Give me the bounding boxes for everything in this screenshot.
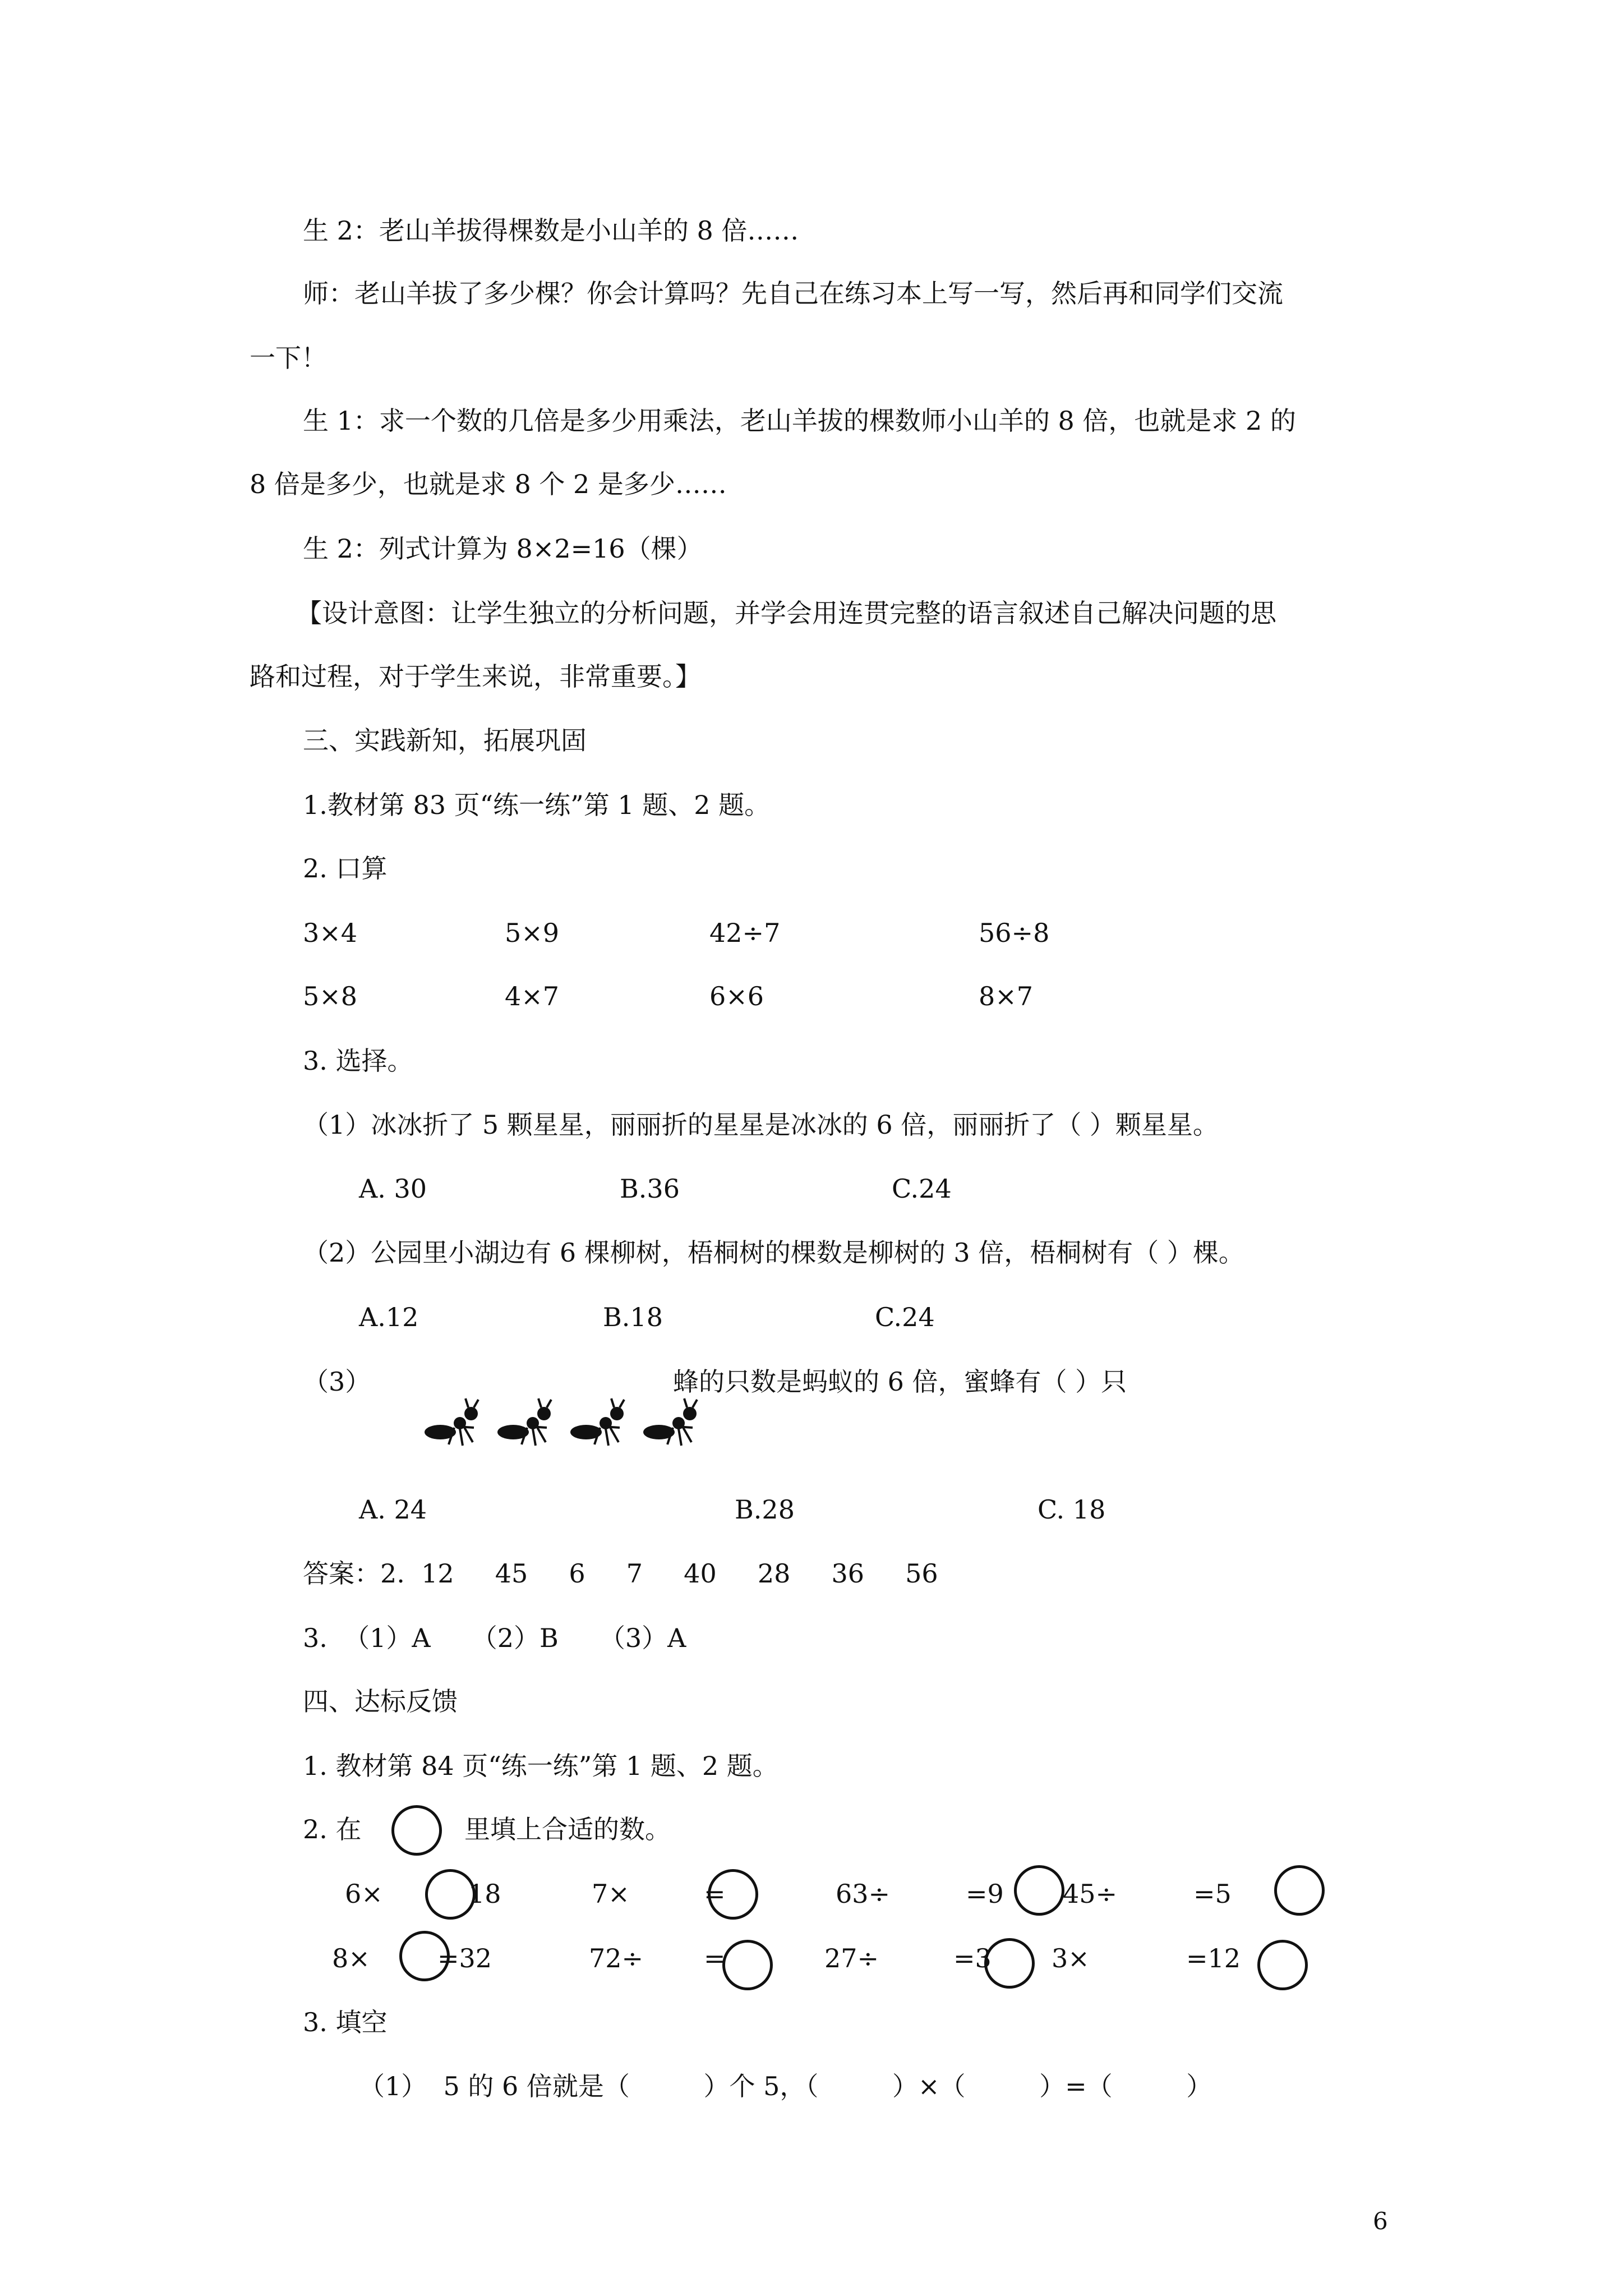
fill-r2-3a: 27÷ xyxy=(824,1943,879,1973)
page-number: 6 xyxy=(1373,2207,1388,2235)
fill-r2-4a: 3× xyxy=(1052,1943,1090,1973)
section-4-item-2-suffix: 里填上合适的数。 xyxy=(464,1814,671,1844)
section-4-item-2-prefix: 2. 在 xyxy=(303,1814,362,1844)
fill-r2-1a: 8× xyxy=(332,1943,370,1973)
section-4-item-1: 1. 教材第 84 页“练一练”第 1 题、2 题。 xyxy=(303,1751,778,1781)
section-3-heading: 三、实践新知，拓展巩固 xyxy=(303,725,587,756)
oral-math-r2c3: 6×6 xyxy=(709,981,764,1011)
fill-r1-4a: 45÷ xyxy=(1063,1879,1118,1909)
oral-math-r1c1: 3×4 xyxy=(303,918,358,948)
answers-line-2: 3. （1）A （2）B （3）A xyxy=(303,1623,686,1653)
choice-q2-option-a: A.12 xyxy=(359,1302,419,1332)
oral-math-r2c1: 5×8 xyxy=(303,981,358,1011)
fill-circle-r2-2[interactable] xyxy=(722,1940,773,1990)
fill-r1-2b: = xyxy=(704,1879,726,1909)
text-line-6: 生 2：列式计算为 8×2=16（棵） xyxy=(303,533,703,564)
text-line-3: 一下！ xyxy=(250,343,327,373)
fill-r1-1a: 6× xyxy=(345,1879,383,1909)
fill-circle-r1-4[interactable] xyxy=(1274,1865,1325,1916)
choice-q1-option-b: B.36 xyxy=(620,1174,680,1204)
ant-icon xyxy=(425,1398,478,1446)
oral-math-r1c4: 56÷8 xyxy=(979,918,1050,948)
answer-circle-example xyxy=(391,1805,442,1856)
ant-icon xyxy=(497,1398,551,1446)
design-intent-line-2: 路和过程，对于学生来说，非常重要。】 xyxy=(250,661,701,692)
text-line-4: 生 1：求一个数的几倍是多少用乘法，老山羊拔的棵数师小山羊的 8 倍，也就是求 2 的 xyxy=(303,406,1296,436)
choice-q2-option-c: C.24 xyxy=(875,1302,935,1332)
fill-r1-1b: 18 xyxy=(468,1879,501,1909)
fill-circle-r2-4[interactable] xyxy=(1257,1940,1308,1990)
choice-q1-option-a: A. 30 xyxy=(359,1174,427,1204)
oral-math-r2c4: 8×7 xyxy=(979,981,1034,1011)
fill-r2-1b: =32 xyxy=(437,1943,492,1973)
answers-line-1: 答案：2. 12 45 6 7 40 28 36 56 xyxy=(303,1558,938,1589)
fill-r1-3a: 63÷ xyxy=(836,1879,891,1909)
oral-math-r2c2: 4×7 xyxy=(505,981,560,1011)
ant-icon xyxy=(570,1398,624,1446)
section-4-item-3: 3. 填空 xyxy=(303,2007,388,2037)
fill-r1-3b: =9 xyxy=(966,1879,1004,1909)
choice-q2-option-b: B.18 xyxy=(603,1302,663,1332)
section-3-item-1: 1.教材第 83 页“练一练”第 1 题、2 题。 xyxy=(303,790,771,820)
section-4-heading: 四、达标反馈 xyxy=(303,1686,458,1717)
choice-q3-prefix: （3） xyxy=(303,1366,371,1397)
fill-circle-r2-3[interactable] xyxy=(984,1938,1035,1989)
choice-q1: （1）冰冰折了 5 颗星星，丽丽折的星星是冰冰的 6 倍，丽丽折了（ ）颗星星。 xyxy=(303,1110,1219,1140)
choice-q3-option-a: A. 24 xyxy=(359,1494,427,1525)
choice-q3-text: 蜂的只数是蚂蚁的 6 倍，蜜蜂有（ ）只 xyxy=(673,1366,1127,1397)
fill-circle-r1-2[interactable] xyxy=(708,1869,758,1920)
text-line-2: 师：老山羊拔了多少棵？你会计算吗？先自己在练习本上写一写，然后再和同学们交流 xyxy=(303,278,1283,309)
text-line-1: 生 2：老山羊拔得棵数是小山羊的 8 倍…… xyxy=(303,215,799,246)
section-3-item-2: 2. 口算 xyxy=(303,853,388,884)
design-intent-line-1: 【设计意图：让学生独立的分析问题，并学会用连贯完整的语言叙述自己解决问题的思 xyxy=(296,598,1276,628)
fill-circle-r1-3[interactable] xyxy=(1014,1865,1064,1916)
oral-math-r1c3: 42÷7 xyxy=(709,918,781,948)
oral-math-r1c2: 5×9 xyxy=(505,918,560,948)
fill-r1-2a: 7× xyxy=(592,1879,630,1909)
ants-illustration xyxy=(423,1383,704,1450)
ant-icon xyxy=(643,1398,697,1446)
fill-r2-4b: =12 xyxy=(1186,1943,1241,1973)
choice-q3-option-b: B.28 xyxy=(735,1494,795,1525)
fill-r2-3b: =3 xyxy=(953,1943,992,1973)
choice-heading: 3. 选择。 xyxy=(303,1046,413,1076)
section-4-item-3-q1: （1） 5 的 6 倍就是（ ）个 5，（ ）×（ ）=（ ） xyxy=(359,2071,1212,2101)
choice-q2: （2）公园里小湖边有 6 棵柳树，梧桐树的棵数是柳树的 3 倍，梧桐树有（ ）棵。 xyxy=(303,1237,1244,1268)
fill-r2-2b: = xyxy=(704,1943,726,1973)
fill-r2-2a: 72÷ xyxy=(589,1943,644,1973)
fill-r1-4b: =5 xyxy=(1193,1879,1232,1909)
choice-q1-option-c: C.24 xyxy=(892,1174,952,1204)
choice-q3-option-c: C. 18 xyxy=(1038,1494,1106,1525)
text-line-5: 8 倍是多少，也就是求 8 个 2 是多少…… xyxy=(250,469,727,499)
